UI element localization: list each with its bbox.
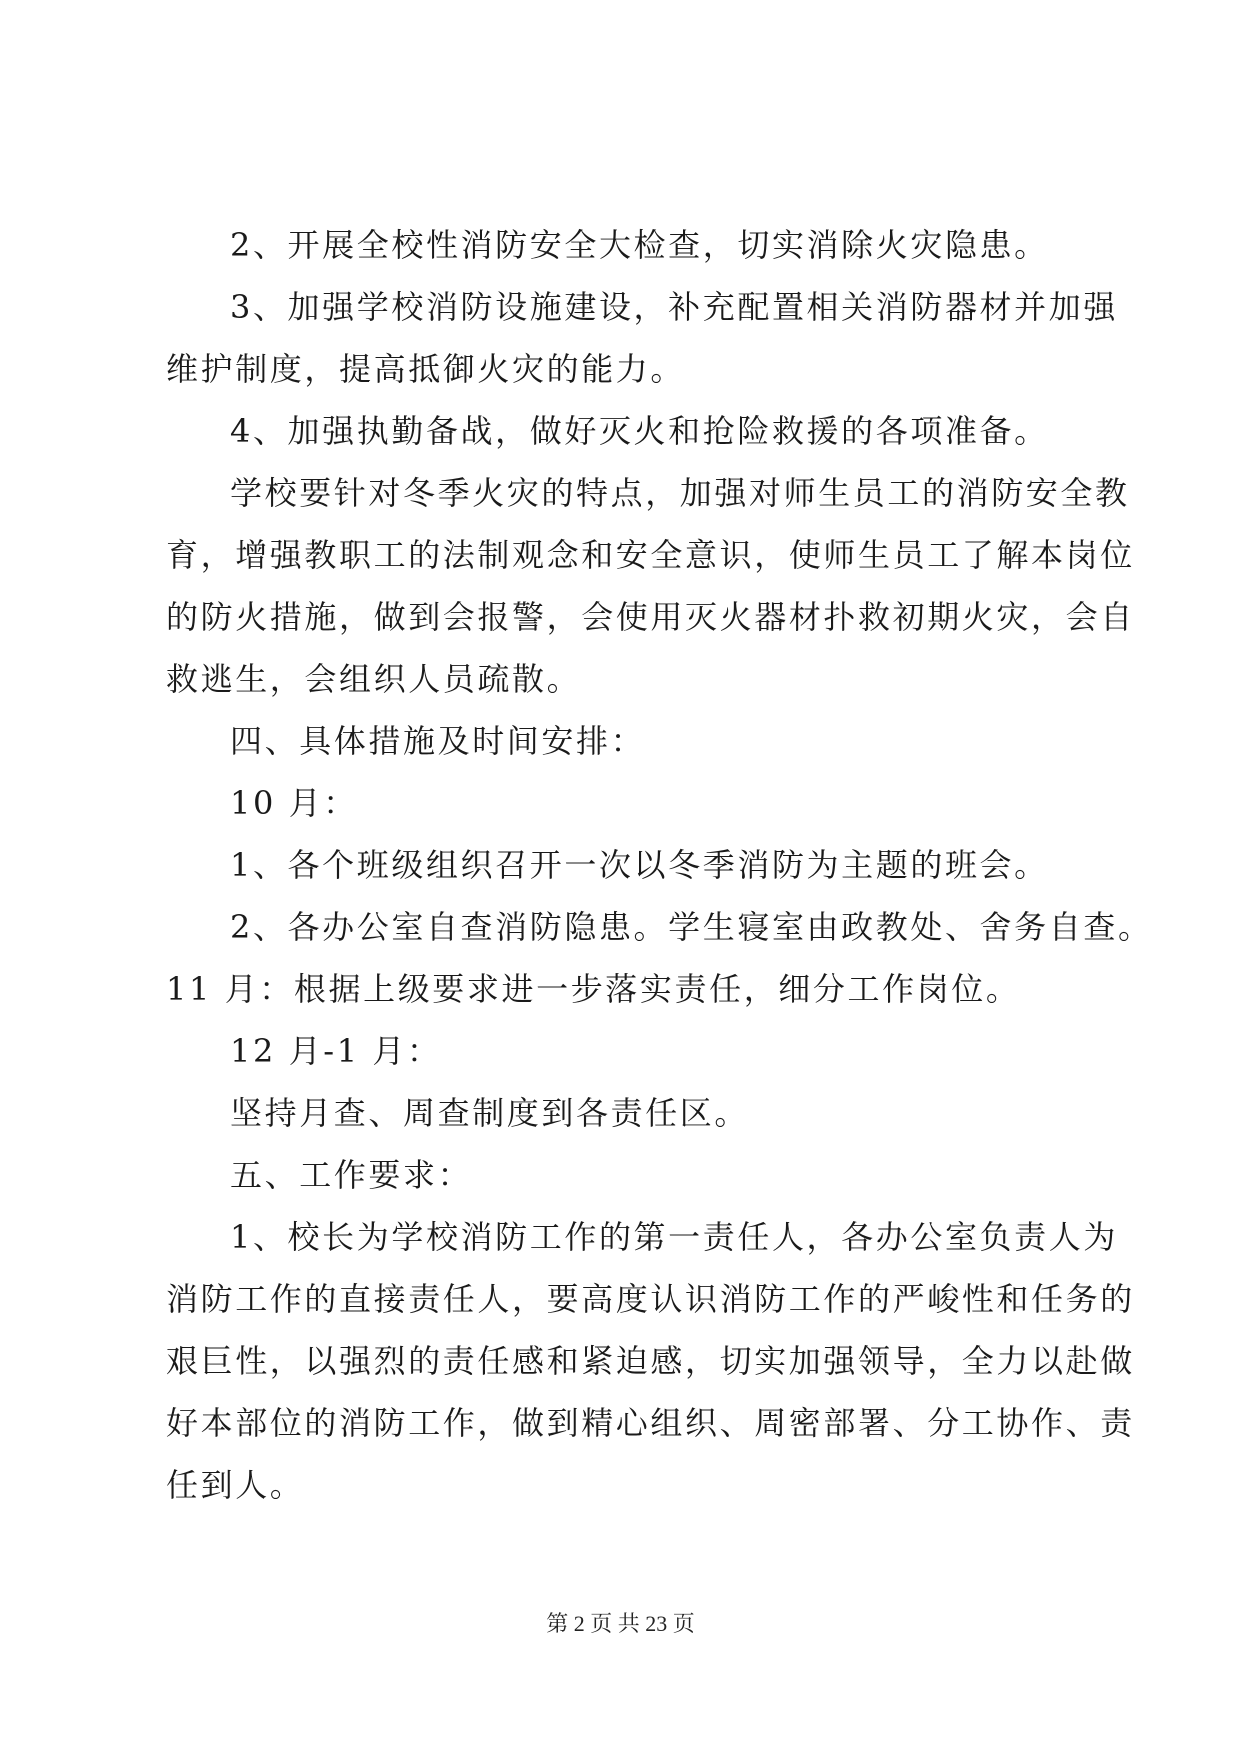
paragraph-line: 艰巨性，以强烈的责任感和紧迫感，切实加强领导，全力以赴做 [166, 1342, 1135, 1380]
paragraph-line: 3、加强学校消防设施建设，补充配置相关消防器材并加强 [230, 288, 1118, 326]
paragraph-line: 11 月：根据上级要求进一步落实责任，细分工作岗位。 [166, 970, 1021, 1008]
paragraph-line: 任到人。 [166, 1466, 305, 1504]
month-heading: 12 月-1 月： [230, 1032, 442, 1070]
month-heading: 10 月： [230, 784, 358, 822]
paragraph-line: 救逃生，会组织人员疏散。 [166, 660, 582, 698]
paragraph-line: 1、各个班级组织召开一次以冬季消防为主题的班会。 [230, 846, 1049, 884]
paragraph-line: 好本部位的消防工作，做到精心组织、周密部署、分工协作、责 [166, 1404, 1135, 1442]
paragraph-line: 育，增强教职工的法制观念和安全意识，使师生员工了解本岗位 [166, 536, 1135, 574]
paragraph-line: 的防火措施，做到会报警，会使用灭火器材扑救初期火灾，会自 [166, 598, 1135, 636]
paragraph-line: 维护制度，提高抵御火灾的能力。 [166, 350, 686, 388]
paragraph-line: 学校要针对冬季火灾的特点，加强对师生员工的消防安全教 [230, 474, 1130, 512]
paragraph-line: 2、开展全校性消防安全大检查，切实消除火灾隐患。 [230, 226, 1049, 264]
paragraph-line: 2、各办公室自查消防隐患。学生寝室由政教处、舍务自查。 [230, 908, 1153, 946]
section-heading: 五、工作要求： [230, 1156, 473, 1194]
section-heading: 四、具体措施及时间安排： [230, 722, 646, 760]
paragraph-line: 消防工作的直接责任人，要高度认识消防工作的严峻性和任务的 [166, 1280, 1135, 1318]
paragraph-line: 4、加强执勤备战，做好灭火和抢险救援的各项准备。 [230, 412, 1049, 450]
paragraph-line: 1、校长为学校消防工作的第一责任人，各办公室负责人为 [230, 1218, 1118, 1256]
paragraph-line: 坚持月查、周查制度到各责任区。 [230, 1094, 750, 1132]
page-number-footer: 第 2 页 共 23 页 [546, 1611, 695, 1636]
